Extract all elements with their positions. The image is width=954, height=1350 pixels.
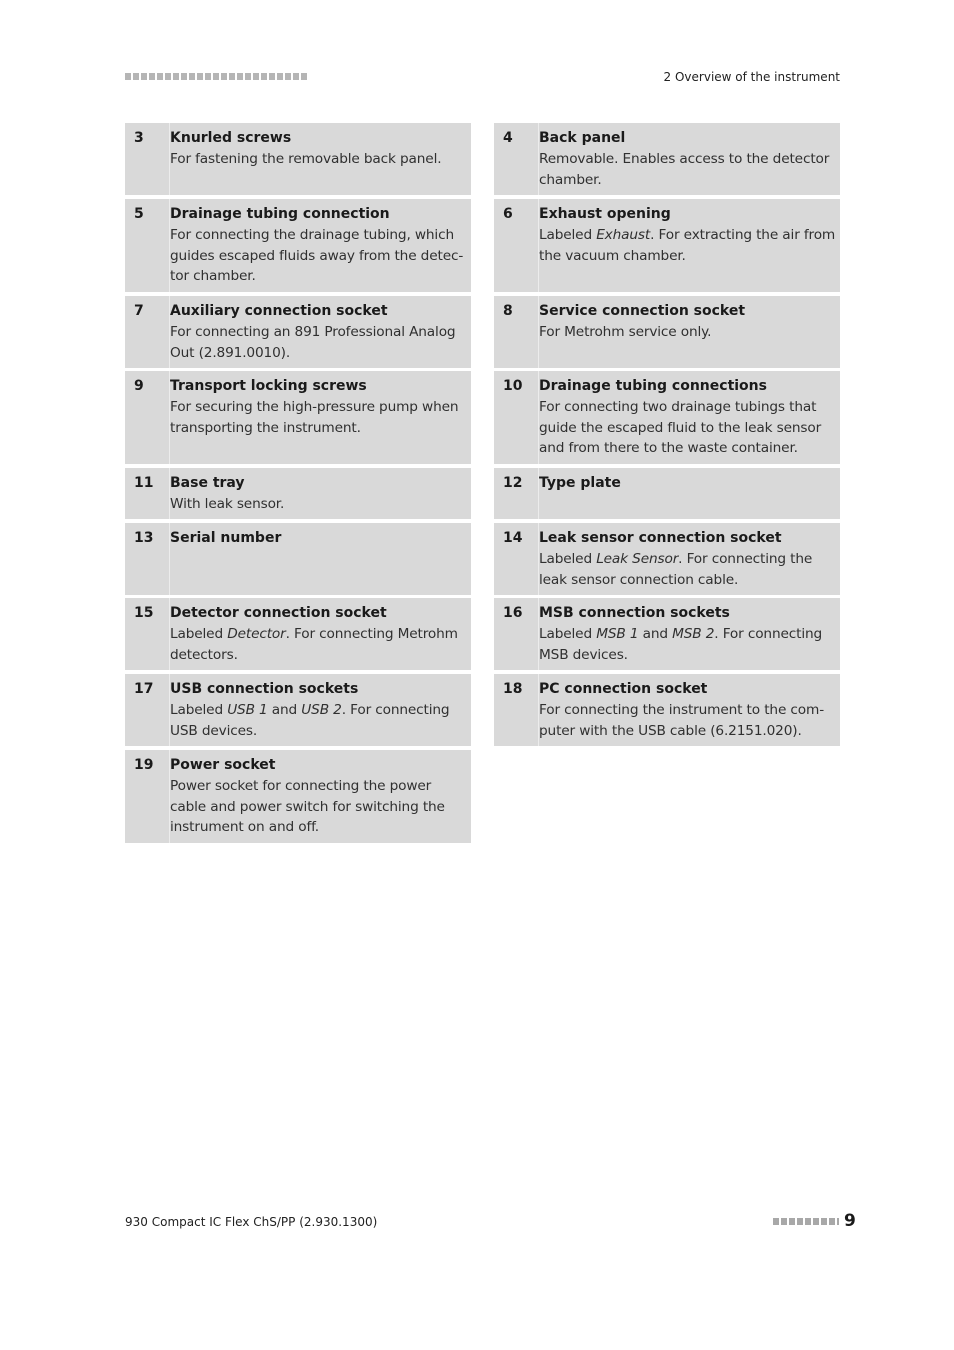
- item-description: [170, 322, 465, 364]
- footer-product-name: 930 Compact IC Flex ChS/PP (2.930.1300): [125, 1215, 378, 1229]
- description-line: Labeled Leak Sensor. For connecting the: [539, 550, 813, 567]
- item-title: Drainage tubing connections: [539, 378, 767, 394]
- description-line: For connecting an 891 Professional Analog: [170, 323, 456, 340]
- legend-item-11: [125, 468, 471, 519]
- description-line: For securing the high-pressure pump when: [170, 398, 459, 415]
- legend-item-7: [125, 296, 471, 368]
- description-line: Removable. Enables access to the detector: [539, 150, 830, 167]
- item-description: [539, 397, 834, 459]
- legend-item-13: [125, 523, 471, 595]
- item-description: [170, 494, 465, 515]
- running-header-section: 2 Overview of the instrument: [663, 70, 840, 84]
- item-title: Knurled screws: [170, 130, 292, 146]
- label-emphasis: USB 1: [227, 701, 268, 718]
- item-title: Type plate: [539, 475, 621, 491]
- item-title: Power socket: [170, 757, 276, 773]
- label-emphasis: Leak Sensor: [596, 550, 679, 567]
- description-line: tor chamber.: [170, 268, 256, 285]
- item-number: 7: [134, 303, 144, 319]
- legend-item-8: [494, 296, 840, 368]
- description-line: USB devices.: [170, 722, 258, 739]
- item-number: 3: [134, 130, 144, 146]
- description-line: For connecting two drainage tubings that: [539, 398, 817, 415]
- item-number: 6: [503, 206, 513, 222]
- item-number: 9: [134, 378, 144, 394]
- item-number: 10: [503, 378, 523, 394]
- legend-item-9: [125, 371, 471, 464]
- item-number: 5: [134, 206, 144, 222]
- item-number: 14: [503, 530, 523, 546]
- item-number: 17: [134, 681, 154, 697]
- item-description: [539, 149, 834, 191]
- label-emphasis: MSB 1: [596, 625, 639, 642]
- item-title: Serial number: [170, 530, 282, 546]
- description-line: For Metrohm service only.: [539, 323, 712, 340]
- item-number: 12: [503, 475, 523, 491]
- item-title: Leak sensor connection socket: [539, 530, 782, 546]
- item-title: Service connection socket: [539, 303, 746, 319]
- item-title: Exhaust opening: [539, 206, 671, 222]
- item-title: MSB connection sockets: [539, 605, 730, 621]
- description-line: puter with the USB cable (6.2151.020).: [539, 722, 802, 739]
- item-description: [170, 225, 465, 287]
- item-description: [170, 776, 465, 838]
- item-description: [539, 549, 834, 591]
- description-line: Labeled Detector. For connecting Metrohm: [170, 625, 458, 642]
- item-description: [170, 149, 465, 170]
- item-description: [170, 700, 465, 742]
- footer-dot-bar: [773, 1218, 839, 1225]
- item-description: [170, 624, 465, 666]
- item-number: 15: [134, 605, 154, 621]
- item-title: USB connection sockets: [170, 681, 359, 697]
- description-line: With leak sensor.: [170, 495, 285, 512]
- item-number: 19: [134, 757, 154, 773]
- description-line: leak sensor connection cable.: [539, 571, 739, 588]
- description-line: chamber.: [539, 171, 602, 188]
- item-title: Detector connection socket: [170, 605, 387, 621]
- item-description: [539, 624, 834, 666]
- item-title: Base tray: [170, 475, 245, 491]
- description-line: Labeled Exhaust. For extracting the air from: [539, 226, 836, 243]
- description-line: guides escaped fluids away from the detec-: [170, 247, 464, 264]
- description-line: and from there to the waste container.: [539, 440, 798, 457]
- label-emphasis: USB 2: [301, 701, 342, 718]
- item-title: Back panel: [539, 130, 626, 146]
- header-dot-bar: [125, 73, 307, 80]
- legend-item-3: [125, 123, 471, 195]
- item-number: 18: [503, 681, 523, 697]
- item-title: PC connection socket: [539, 681, 708, 697]
- description-line: For connecting the instrument to the com-: [539, 701, 824, 718]
- item-title: Transport locking screws: [170, 378, 367, 394]
- label-emphasis: Detector: [227, 625, 286, 642]
- description-line: MSB devices.: [539, 646, 628, 663]
- description-line: guide the escaped fluid to the leak sensor: [539, 419, 822, 436]
- item-description: [170, 397, 465, 439]
- page-number: 9: [844, 1211, 856, 1231]
- legend-item-17: [125, 674, 471, 746]
- item-description: [539, 700, 834, 742]
- legend-item-16: [494, 598, 840, 670]
- description-line: the vacuum chamber.: [539, 247, 686, 264]
- item-number: 13: [134, 530, 154, 546]
- label-emphasis: Exhaust: [596, 226, 651, 243]
- legend-item-10: [494, 371, 840, 464]
- item-title: Auxiliary connection socket: [170, 303, 388, 319]
- description-line: Labeled USB 1 and USB 2. For connecting: [170, 701, 450, 718]
- description-line: instrument on and off.: [170, 819, 319, 836]
- legend-item-18: [494, 674, 840, 746]
- item-description: [539, 322, 834, 343]
- legend-item-5: [125, 199, 471, 292]
- description-line: cable and power switch for switching the: [170, 798, 445, 815]
- legend-item-6: [494, 199, 840, 292]
- legend-item-19: [125, 750, 471, 843]
- description-line: transporting the instrument.: [170, 419, 361, 436]
- legend-item-15: [125, 598, 471, 670]
- item-description: [539, 225, 834, 267]
- legend-item-4: [494, 123, 840, 195]
- item-number: 16: [503, 605, 523, 621]
- item-number: 8: [503, 303, 513, 319]
- label-emphasis: MSB 2: [672, 625, 715, 642]
- description-line: detectors.: [170, 646, 238, 663]
- item-number: 11: [134, 475, 154, 491]
- legend-item-14: [494, 523, 840, 595]
- legend-item-12: [494, 468, 840, 519]
- item-number: 4: [503, 130, 513, 146]
- description-line: Power socket for connecting the power: [170, 777, 432, 794]
- description-line: Out (2.891.0010).: [170, 344, 291, 361]
- description-line: Labeled MSB 1 and MSB 2. For connecting: [539, 625, 823, 642]
- description-line: For fastening the removable back panel.: [170, 150, 442, 167]
- item-title: Drainage tubing connection: [170, 206, 390, 222]
- description-line: For connecting the drainage tubing, which: [170, 226, 454, 243]
